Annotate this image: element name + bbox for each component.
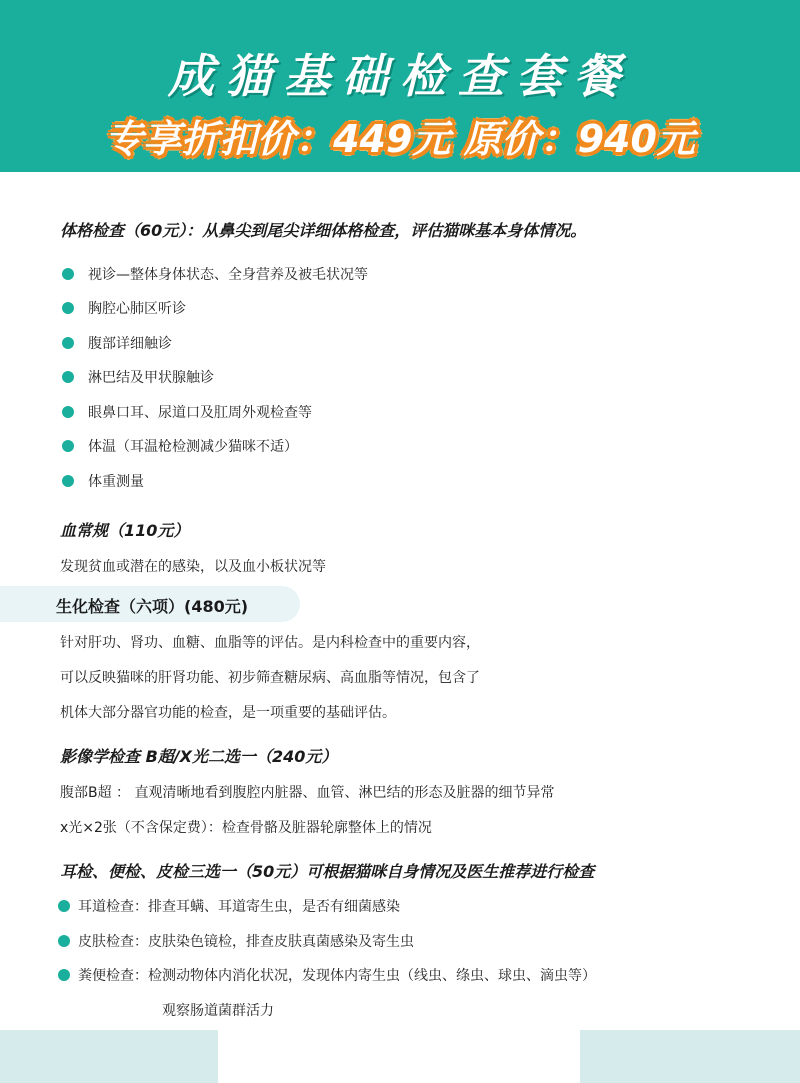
list-item: 粪便检查：检测动物体内消化状况，发现体内寄生虫（线虫、绦虫、球虫、滴虫等） <box>58 965 596 985</box>
section-title-physical: 体格检查（60元）：从鼻尖到尾尖详细体格检查，评估猫咪基本身体情况。 <box>60 221 587 240</box>
bullet-dot-icon <box>58 900 70 912</box>
bullet-dot-icon <box>58 969 70 981</box>
footer-decoration-left <box>0 1030 218 1083</box>
biochem-line: 可以反映猫咪的肝肾功能、初步筛查糖尿病、高血脂等情况，包含了 <box>60 670 480 686</box>
list-item: 耳道检查：排查耳螨、耳道寄生虫，是否有细菌感染 <box>58 896 400 916</box>
stool-continuation: 观察肠道菌群活力 <box>162 1003 274 1019</box>
biochem-line: 针对肝功、肾功、血糖、血脂等的评估。是内科检查中的重要内容， <box>60 635 480 651</box>
blood-description: 发现贫血或潜在的感染，以及血小板状况等 <box>60 559 326 575</box>
footer-decoration-right <box>580 1030 800 1083</box>
imaging-line: x光×2张（不含保定费）：检查骨骼及脏器轮廓整体上的情况 <box>60 820 432 836</box>
biochem-line: 机体大部分器官功能的检查，是一项重要的基础评估。 <box>60 705 396 721</box>
section-title-blood: 血常规（110元） <box>60 521 190 540</box>
list-item: 淋巴结及甲状腺触诊 <box>62 367 214 387</box>
bullet-dot-icon <box>62 337 74 349</box>
bullet-dot-icon <box>62 406 74 418</box>
page-title: 成猫基础检查套餐 <box>168 49 632 103</box>
list-item: 眼鼻口耳、尿道口及肛周外观检查等 <box>62 402 312 422</box>
bullet-dot-icon <box>62 371 74 383</box>
bullet-dot-icon <box>62 440 74 452</box>
imaging-line: 腹部B超 ： 直观清晰地看到腹腔内脏器、血管、淋巴结的形态及脏器的细节异常 <box>60 785 555 801</box>
list-item: 胸腔心肺区听诊 <box>62 298 186 318</box>
bullet-dot-icon <box>58 935 70 947</box>
bullet-dot-icon <box>62 268 74 280</box>
section-title-ear-stool-skin: 耳检、便检、皮检三选一（50元）可根据猫咪自身情况及医生推荐进行检查 <box>60 862 595 881</box>
section-title-biochem: 生化检查（六项）(480元) <box>56 597 249 616</box>
section-title-imaging: 影像学检查 B超/X光二选一（240元） <box>60 747 338 766</box>
list-item: 腹部详细触诊 <box>62 333 172 353</box>
price-line: 专享折扣价：449元 原价：940元 <box>105 117 695 161</box>
bullet-dot-icon <box>62 302 74 314</box>
list-item: 体温（耳温枪检测减少猫咪不适） <box>62 436 298 456</box>
list-item: 体重测量 <box>62 471 144 491</box>
list-item: 视诊—整体身体状态、全身营养及被毛状况等 <box>62 264 368 284</box>
bullet-dot-icon <box>62 475 74 487</box>
list-item: 皮肤检查：皮肤染色镜检，排查皮肤真菌感染及寄生虫 <box>58 931 414 951</box>
